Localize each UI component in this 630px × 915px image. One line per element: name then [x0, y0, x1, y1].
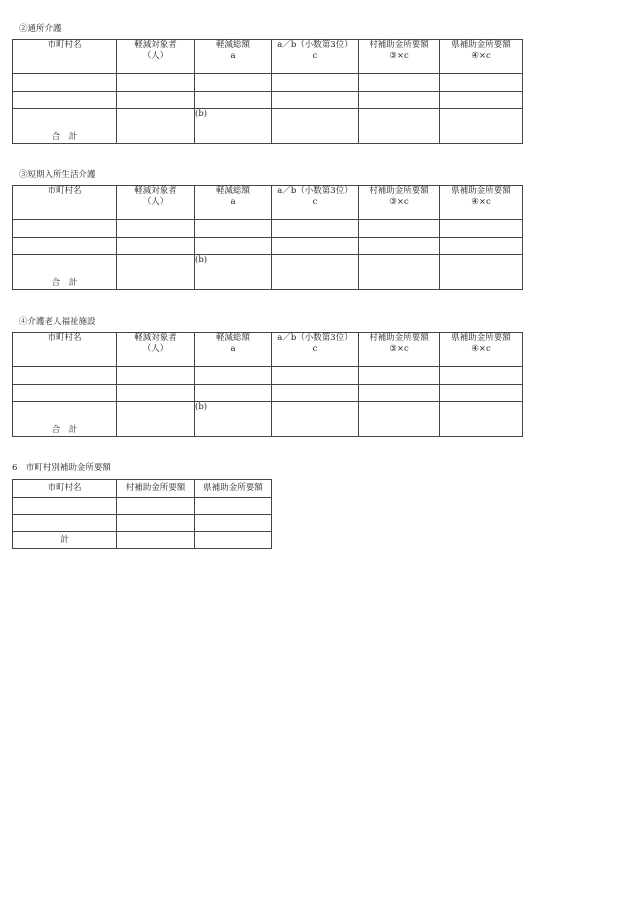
total-label: 合 計: [13, 402, 117, 437]
table-rojin: [12, 332, 523, 437]
header-total-reduction: 軽減総額 a: [195, 333, 272, 367]
total-label: 合 計: [13, 255, 117, 290]
section-title-tsusho: ②通所介護: [19, 24, 62, 34]
total-b-note: (b): [195, 402, 272, 437]
section-title-tanki: ③短期入所生活介護: [19, 170, 96, 180]
section-title-subsidy-by-municipality: 6 市町村別補助金所要額: [12, 463, 111, 473]
table-row: [13, 498, 272, 515]
header-ratio: a／b（小数第3位） c: [272, 40, 359, 74]
total-label: 計: [13, 532, 117, 549]
table-row: [13, 92, 523, 109]
header-total-reduction: 軽減総額 a: [195, 186, 272, 220]
header-municipality: 市町村名: [13, 186, 117, 220]
table-row: [13, 74, 523, 92]
table-subsidy-by-municipality: [12, 479, 272, 549]
header-row: [13, 333, 523, 367]
table-row: [13, 367, 523, 385]
table-row: [13, 385, 523, 402]
header-municipality: 市町村名: [13, 333, 117, 367]
table-row: [13, 238, 523, 255]
total-row: [13, 402, 523, 437]
header-village-subsidy: 村補助金所要額 ③×c: [359, 333, 440, 367]
header-municipality: 市町村名: [13, 480, 117, 498]
header-municipality: 市町村名: [13, 40, 117, 74]
header-row: [13, 186, 523, 220]
header-subjects: 軽減対象者 （人）: [117, 40, 195, 74]
header-village-subsidy: 村補助金所要額 ③×c: [359, 40, 440, 74]
total-row: [13, 532, 272, 549]
total-label: 合 計: [13, 109, 117, 144]
header-total-reduction: 軽減総額 a: [195, 40, 272, 74]
header-village-subsidy: 村補助金所要額 ③×c: [359, 186, 440, 220]
table-tsusho: [12, 39, 523, 144]
header-subjects: 軽減対象者 （人）: [117, 333, 195, 367]
header-subjects: 軽減対象者 （人）: [117, 186, 195, 220]
total-b-note: (b): [195, 255, 272, 290]
header-prefecture-subsidy: 県補助金所要額 ④×c: [440, 40, 523, 74]
header-prefecture-subsidy: 県補助金所要額: [195, 480, 272, 498]
header-village-subsidy: 村補助金所要額: [117, 480, 195, 498]
table-row: [13, 515, 272, 532]
header-row: [13, 40, 523, 74]
header-prefecture-subsidy: 県補助金所要額 ④×c: [440, 186, 523, 220]
header-row: [13, 480, 272, 498]
header-ratio: a／b（小数第3位） c: [272, 333, 359, 367]
header-ratio: a／b（小数第3位） c: [272, 186, 359, 220]
table-tanki: [12, 185, 523, 290]
section-title-rojin: ④介護老人福祉施設: [19, 317, 96, 327]
header-prefecture-subsidy: 県補助金所要額 ④×c: [440, 333, 523, 367]
total-row: [13, 255, 523, 290]
table-row: [13, 220, 523, 238]
total-b-note: (b): [195, 109, 272, 144]
total-row: [13, 109, 523, 144]
